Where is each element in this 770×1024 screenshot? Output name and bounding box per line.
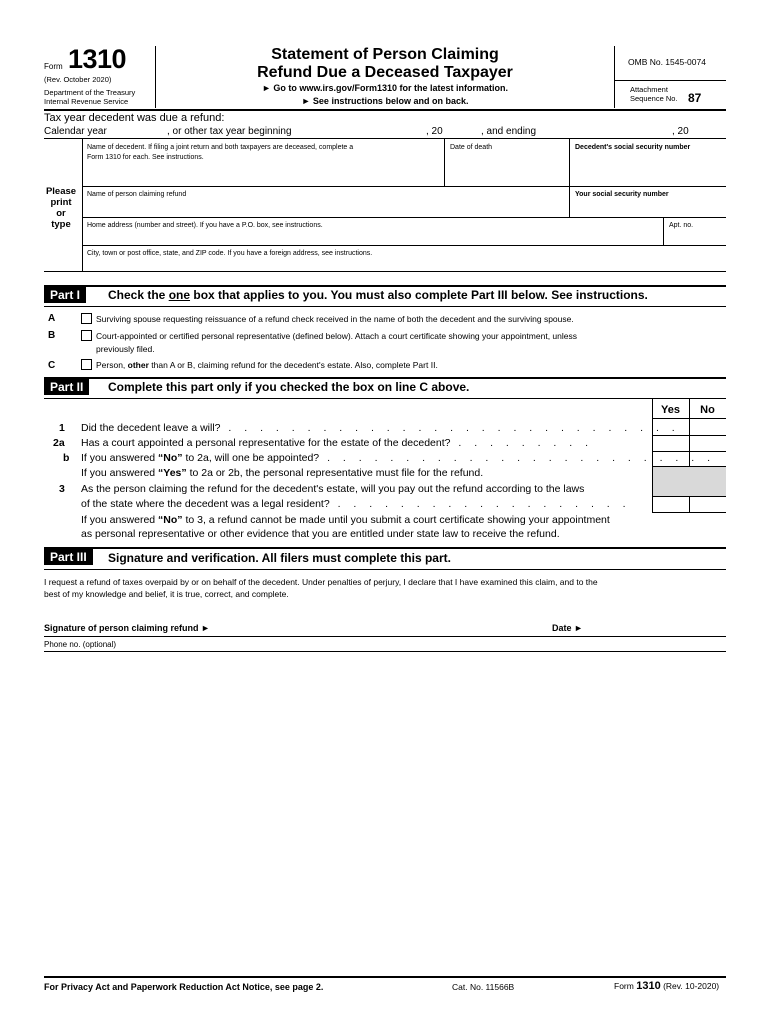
- shaded-cell: [653, 467, 726, 496]
- q3-rule: [652, 512, 726, 513]
- q3-text-1: As the person claiming the refund for the decedent's estate, will you pay out the refund according to the laws: [81, 483, 585, 495]
- address-bottom-rule: [44, 271, 726, 272]
- goto-instruction: ► Go to www.irs.gov/Form1310 for the latest information.: [261, 83, 509, 93]
- sequence-number: 87: [688, 91, 702, 105]
- phone-label: Phone no. (optional): [44, 640, 117, 649]
- q3-note-pre: If you answered: [81, 514, 159, 526]
- end-year-suffix: , 20: [672, 126, 689, 137]
- part1-title-post: box that applies to you. You must also complete Part III below. See instructions.: [190, 288, 648, 302]
- city-state-zip-field[interactable]: [83, 246, 726, 271]
- q2-note-yes: “Yes”: [158, 467, 187, 479]
- part3-title: Signature and verification. All filers must complete this part.: [108, 551, 451, 565]
- claimant-name-field[interactable]: [83, 187, 569, 217]
- decedent-ssn-field[interactable]: [570, 139, 726, 186]
- calendar-year-label: Calendar year: [44, 126, 107, 137]
- other-tax-year-label: , or other tax year beginning: [167, 126, 292, 137]
- privacy-notice: For Privacy Act and Paperwork Reduction Act Notice, see page 2.: [44, 982, 324, 992]
- type-word: type: [51, 219, 71, 230]
- no-header: No: [700, 404, 715, 416]
- q2b-number: b: [63, 452, 70, 464]
- form-header: [0, 0, 770, 112]
- q3-text-2: [81, 498, 631, 511]
- part1-top-rule: [44, 285, 726, 287]
- option-c-text-other: other: [127, 360, 149, 370]
- phone-field[interactable]: [130, 638, 726, 650]
- q2b-post: to 2a, will one be appointed?: [182, 452, 320, 464]
- omb-divider: [614, 80, 726, 81]
- q2a-no-cell[interactable]: [690, 436, 726, 451]
- option-b-text-1: Court-appointed or certified personal representative (defined below). Attach a court certificate showing your appointment, unless: [96, 331, 577, 341]
- q2-note-pre: If you answered: [81, 467, 159, 479]
- q2b-no: “No”: [158, 452, 183, 464]
- part2-title: Complete this part only if you checked the box on line C above.: [108, 380, 470, 394]
- decedent-name-field[interactable]: [83, 139, 444, 186]
- yes-header: Yes: [661, 404, 680, 416]
- footer-form-word: Form: [614, 981, 634, 991]
- part1-title-rule: [44, 306, 726, 307]
- q2b-text: [81, 452, 715, 465]
- q3-note-post: to 3, a refund cannot be made until you submit a court certificate showing your appointment: [182, 514, 610, 526]
- form-number: 1310: [68, 44, 127, 74]
- apt-no-field[interactable]: [664, 218, 726, 245]
- decedent-name-label-1: Name of decedent. If filing a joint return and both taxpayers are deceased, complete a: [87, 144, 354, 151]
- q1-no-cell[interactable]: [690, 419, 726, 435]
- q3-note-no: “No”: [158, 514, 183, 526]
- form-title-line1: Statement of Person Claiming: [271, 46, 499, 63]
- part1-title-pre: Check the: [108, 288, 169, 302]
- option-b-checkbox[interactable]: [81, 330, 92, 341]
- q1-text: [81, 422, 680, 435]
- footer-form-number: 1310: [636, 980, 661, 992]
- and-ending-label: , and ending: [481, 126, 537, 137]
- part2-badge: Part II: [44, 379, 89, 395]
- claimant-ssn-field[interactable]: [570, 187, 726, 217]
- claimant-ssn-label: Your social security number: [575, 191, 669, 198]
- q3-no-cell[interactable]: [690, 497, 726, 512]
- signature-rule: [44, 636, 726, 637]
- begin-year-suffix: , 20: [426, 126, 443, 137]
- date-of-death-field[interactable]: [445, 139, 569, 186]
- option-c-checkbox[interactable]: [81, 359, 92, 370]
- agency-line: Internal Revenue Service: [44, 97, 129, 106]
- city-state-zip-label: City, town or post office, state, and ZIP code. If you have a foreign address, see instructions.: [87, 250, 373, 257]
- q3-number: 3: [59, 483, 65, 495]
- date-label: Date ►: [552, 623, 583, 633]
- option-a-text: Surviving spouse requesting reissuance of a refund check received in the name of both the decedent and the surviving spouse.: [96, 314, 574, 324]
- tax-year-end-yy-field[interactable]: [694, 126, 726, 137]
- option-c-text-pre: Person,: [96, 360, 128, 370]
- option-c-text: [96, 360, 438, 370]
- tax-year-begin-yy-field[interactable]: [448, 126, 480, 137]
- form-label: Form: [44, 62, 63, 71]
- q3-leader: . . . . . . . . . . . . . . . . . . .: [329, 498, 631, 510]
- phone-rule: [44, 651, 726, 652]
- declaration-text-2: best of my knowledge and belief, it is true, correct, and complete.: [44, 589, 289, 599]
- q3-yes-cell[interactable]: [653, 497, 689, 512]
- tax-year-end-field[interactable]: [540, 126, 670, 137]
- sequence-label: Sequence No.: [630, 94, 678, 103]
- part2-title-rule: [44, 398, 726, 399]
- omb-number: OMB No. 1545-0074: [628, 57, 706, 67]
- tax-year-begin-field[interactable]: [296, 126, 426, 137]
- q2b-pre: If you answered: [81, 452, 159, 464]
- q2a-number: 2a: [53, 437, 65, 449]
- part3-title-rule: [44, 569, 726, 570]
- apt-no-label: Apt. no.: [669, 222, 694, 229]
- decedent-name-label-2: Form 1310 for each. See instructions.: [87, 154, 204, 161]
- part1-title-one: one: [168, 288, 191, 302]
- q3-note-1: [81, 514, 610, 527]
- form-title-line2: Refund Due a Deceased Taxpayer: [257, 64, 513, 81]
- form-title: [156, 46, 614, 82]
- q2-note: [81, 467, 483, 480]
- form-revision: (Rev. October 2020): [44, 75, 112, 84]
- option-a-letter: A: [48, 313, 56, 324]
- please-word: Please: [45, 186, 77, 197]
- q3-note-2: as personal representative or other evidence that you are entitled under state law to receive the refund.: [81, 528, 560, 540]
- attachment-label: Attachment: [630, 85, 668, 94]
- header-right-divider: [614, 46, 615, 108]
- signature-field[interactable]: [230, 612, 546, 634]
- option-c-text-post: than A or B, claiming refund for the decedent's estate. Also, complete Part II.: [148, 360, 438, 370]
- q1-leader: . . . . . . . . . . . . . . . . . . . . . . . . . . . . .: [220, 422, 680, 434]
- department-line: Department of the Treasury: [44, 88, 136, 97]
- or-word: or: [56, 208, 66, 219]
- calendar-year-field[interactable]: [112, 126, 167, 137]
- option-b-text-2: previously filed.: [96, 344, 155, 354]
- q3-text-2-label: of the state where the decedent was a legal resident?: [81, 498, 330, 510]
- part3-top-rule: [44, 547, 726, 549]
- declaration-text-1: I request a refund of taxes overpaid by or on behalf of the decedent. Under penalties of perjury, I declare that I have examined this claim, and to the: [44, 577, 598, 587]
- option-a-checkbox[interactable]: [81, 313, 92, 324]
- date-of-death-label: Date of death: [450, 144, 493, 151]
- part1-title: [108, 288, 648, 302]
- q1-text-label: Did the decedent leave a will?: [81, 422, 221, 434]
- home-address-label: Home address (number and street). If you have a P.O. box, see instructions.: [87, 222, 323, 229]
- claimant-name-label: Name of person claiming refund: [87, 191, 187, 198]
- footer-rule: [44, 976, 726, 978]
- part3-badge: Part III: [44, 549, 93, 565]
- footer-form-rev: (Rev. 10-2020): [663, 981, 720, 991]
- q2-note-post: to 2a or 2b, the personal representative must file for the refund.: [186, 467, 484, 479]
- option-c-letter: C: [48, 360, 56, 371]
- q2b-leader: . . . . . . . . . . . . . . . . . . . . . . . . .: [319, 452, 716, 464]
- tax-year-heading: Tax year decedent was due a refund:: [44, 112, 225, 124]
- q2a-text-label: Has a court appointed a personal representative for the estate of the decedent?: [81, 437, 451, 449]
- date-field[interactable]: [590, 612, 726, 634]
- print-word: print: [50, 197, 72, 208]
- footer-form-id: [614, 980, 719, 992]
- header-bottom-rule: [44, 109, 726, 111]
- q2a-yes-cell[interactable]: [653, 436, 689, 451]
- decedent-ssn-label: Decedent's social security number: [575, 144, 691, 151]
- q1-number: 1: [59, 422, 65, 434]
- q2a-leader: . . . . . . . . .: [450, 437, 594, 449]
- part1-badge: Part I: [44, 287, 86, 303]
- see-instructions: ► See instructions below and on back.: [301, 96, 469, 106]
- signature-label: Signature of person claiming refund ►: [44, 623, 210, 633]
- catalog-number: Cat. No. 11566B: [452, 982, 515, 992]
- option-b-letter: B: [48, 330, 56, 341]
- q2a-text: [81, 437, 593, 450]
- part2-top-rule: [44, 377, 726, 379]
- home-address-field[interactable]: [83, 218, 663, 245]
- please-print-or-type: [40, 186, 82, 230]
